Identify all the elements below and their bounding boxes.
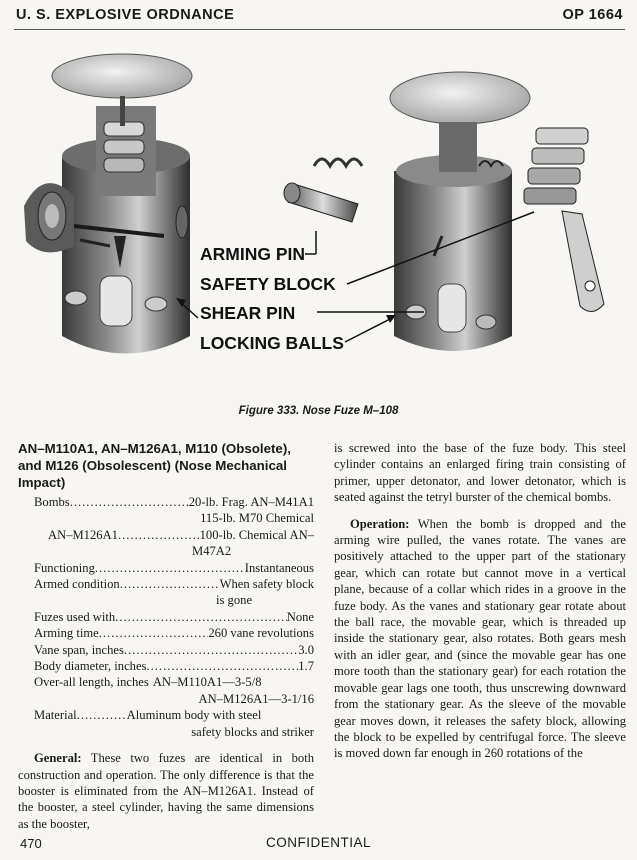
operation-text: When the bomb is dropped and the arming wire pulled, the vanes rotate. The vanes are positively attached to the upper part of the stationary gear, which can rotate but cannot move in a vertical plane, because of a collar which rides in a groove in the fuze body. As the vanes and stationary gear rotate about the ball race, the movable gear, which is threaded up inside the stationary gear, also rotates. Both gears mesh with an idler gear, and (since the movable gear has one more tooth than the stationary gear) for each rotation the movable gear lags one tooth, thus unscrewing downward from the stationary gear. As the sleeve of the movable gear moves down, it releases the safety block, allowing the block to be expelled by centrifugal force. The sleeve is moved down far enough in 260 rotations of the — [334, 516, 626, 761]
spec-row: Fuzes used with ..... None — [18, 609, 314, 625]
spec-continuation: safety blocks and striker — [191, 724, 314, 739]
body-paragraph-continued: is screwed into the base of the fuze body. This steel cylinder contains an enlarged firing train consisting of primer, upper detonator, and lower detonator, which is seated against the tetryl burster of the chemical bombs. — [334, 441, 626, 505]
nose-fuze-figure — [14, 36, 626, 396]
right-column — [334, 440, 626, 762]
spec-row: Functioning ..... Instantaneous — [18, 560, 314, 576]
safety-block-pieces — [524, 128, 604, 312]
spec-row: Body diameter, inches ..... 1.7 — [18, 658, 314, 674]
spec-row: Arming time ..... 260 vane revolutions — [18, 625, 314, 641]
spec-row: Over-all length, inches AN–M110A1—3-5/8 — [34, 675, 262, 690]
right-fuze-illustration — [390, 72, 604, 351]
operation-paragraph — [334, 516, 626, 762]
spec-continuation: M47A2 — [192, 544, 232, 559]
spec-continuation: 115-lb. M70 Chemical — [200, 511, 314, 526]
general-text: These two fuzes are identical in both construction and operation. The only difference is that the booster is eliminated from the AN–M126A1. Instead of the booster, a steel cylinder, having the same dimensions as the booster, — [18, 751, 314, 831]
left-column — [18, 440, 314, 832]
spec-row: Vane span, inches ..... 3.0 — [18, 642, 314, 658]
fuze-title: AN–M110A1, AN–M126A1, M110 (Obsolete), and M126 (Obsolescent) (Nose Mechanical Impact) — [18, 441, 291, 490]
spec-row: Material ..... Aluminum body with steel — [18, 707, 314, 723]
label-safety-block: SAFETY BLOCK — [200, 274, 336, 294]
operation-heading: Operation: — [350, 516, 410, 531]
general-paragraph — [18, 750, 314, 832]
spec-row: AN–M126A1 ..... 100-lb. Chemical AN– — [18, 527, 314, 543]
spec-row: Armed condition ..... When safety block — [18, 576, 314, 592]
classification-marking: CONFIDENTIAL — [265, 835, 371, 850]
label-locking-balls: LOCKING BALLS — [200, 333, 344, 353]
label-arming-pin: ARMING PIN — [200, 244, 305, 264]
left-fuze-illustration — [24, 54, 192, 354]
spec-continuation: AN–M126A1—3-1/16 — [198, 691, 314, 706]
page-number: 470 — [20, 836, 42, 851]
running-header-title: U. S. EXPLOSIVE ORDNANCE — [16, 7, 235, 23]
label-shear-pin: SHEAR PIN — [200, 303, 296, 323]
figure-caption: Figure 333. Nose Fuze M–108 — [238, 405, 399, 417]
general-heading: General: — [34, 751, 82, 766]
running-header-publication: OP 1664 — [562, 7, 623, 23]
safety-block-pin-assembly — [284, 159, 362, 222]
spec-continuation: is gone — [216, 593, 253, 608]
spec-row: Bombs ..... 20-lb. Frag. AN–M41A1 — [18, 494, 314, 510]
header-rule — [14, 29, 625, 30]
